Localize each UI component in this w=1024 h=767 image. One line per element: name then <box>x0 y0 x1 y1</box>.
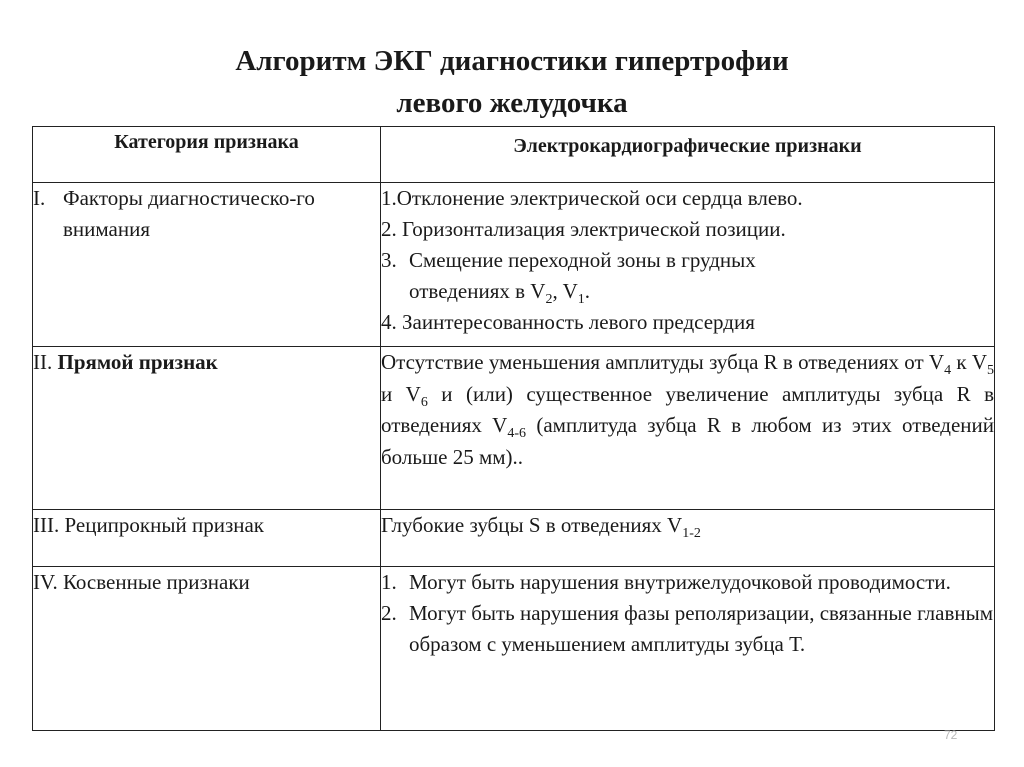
header-category: Категория признака <box>33 127 381 183</box>
category-cell <box>33 183 381 347</box>
list-item: 4. Заинтересованность левого предсердия <box>381 310 755 334</box>
category-label: Факторы диагностическо-го внимания <box>63 186 315 241</box>
signs-cell: Глубокие зубцы S в отведениях $V_{1-2}$ <box>381 510 995 567</box>
title-line-2: левого желудочка <box>396 87 628 119</box>
category-label: Реципрокный признак <box>64 513 264 537</box>
list-item: 2. Могут быть нарушения фазы реполяризации, связанные главным образом с уменьшением амплитуды зубца Т. <box>381 601 994 656</box>
row-number: III. <box>33 513 60 537</box>
category-cell <box>33 347 381 510</box>
category-cell <box>33 510 381 567</box>
header-signs: Электрокардиографические признаки <box>381 127 995 183</box>
list-item: 1. Могут быть нарушения внутрижелудочковой проводимости. <box>381 570 951 594</box>
page-number: 72 <box>944 728 958 742</box>
signs-cell <box>381 567 995 731</box>
table-header-row <box>33 127 995 183</box>
signs-cell <box>381 183 995 347</box>
row-number: IV. <box>33 570 58 594</box>
list-item: 2. Горизонтализация электрической позиции. <box>381 217 786 241</box>
page-title <box>0 40 1024 124</box>
table-row <box>33 347 995 510</box>
signs-cell: Отсутствие уменьшения амплитуды зубца R в отведениях от $V_4$ к $V_5$ и $V_6$ и (или) существенное увеличение амплитуды зубца R в отведениях $V_{4-6}$ (амплитуда зубца R в любом из этих отведений больше 25 мм).. <box>381 347 995 510</box>
category-label: Косвенные признаки <box>62 570 250 594</box>
list-item: 1.Отклонение электрической оси сердца влево. <box>381 186 803 210</box>
title-line-1: Алгоритм ЭКГ диагностики гипертрофии <box>235 45 789 77</box>
category-label: Прямой признак <box>57 350 218 374</box>
row-number: II. <box>33 350 53 374</box>
table-row <box>33 510 995 567</box>
table-row <box>33 183 995 347</box>
row-number: I. <box>33 186 46 210</box>
list-item: 3. Смещение переходной зоны в грудных отведениях в $V_2$, $V_1$. <box>381 248 756 307</box>
category-cell <box>33 567 381 731</box>
lvh-algorithm-table <box>32 126 995 731</box>
table-row <box>33 567 995 731</box>
